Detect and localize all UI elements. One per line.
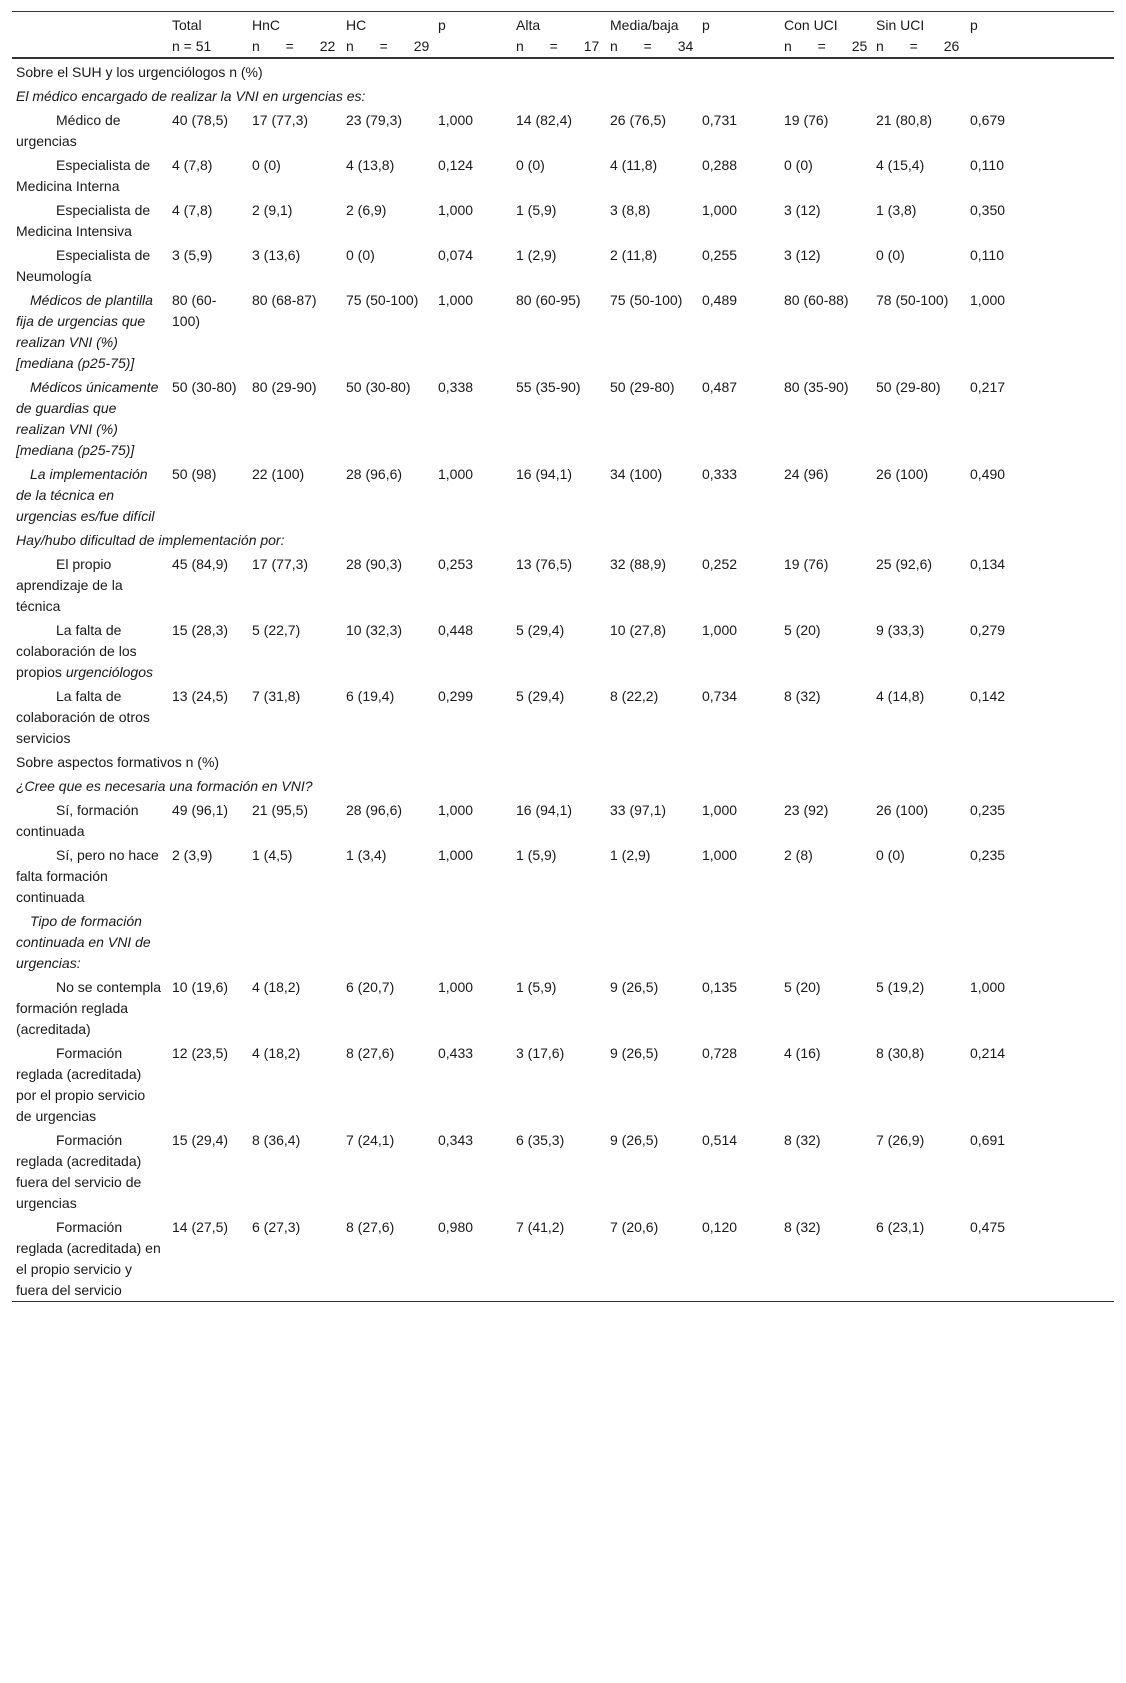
table-cell: 0,734 <box>702 688 738 704</box>
table-cell: 1,000 <box>438 202 474 218</box>
table-cell: 0,252 <box>702 556 738 572</box>
table-row <box>12 551 1114 617</box>
table-cell: 0,110 <box>970 247 1004 263</box>
table-cell: 80 (60-88) <box>784 292 849 308</box>
column-header-n: n = 51 <box>172 38 212 54</box>
table-cell: 21 (95,5) <box>252 802 309 818</box>
table-cell: 10 (19,6) <box>172 979 229 995</box>
column-header-n: n = 17 <box>516 38 600 54</box>
table-row <box>12 242 1114 287</box>
table-cell: 40 (78,5) <box>172 112 229 128</box>
table-cell: 14 (27,5) <box>172 1219 229 1235</box>
table-cell: 0,731 <box>702 112 738 128</box>
table-cell: 23 (79,3) <box>346 112 403 128</box>
row-label <box>12 683 168 749</box>
table-cell: 49 (96,1) <box>172 802 229 818</box>
column-header-n: n = 34 <box>610 38 694 54</box>
table-cell: 32 (88,9) <box>610 556 667 572</box>
table-cell: 75 (50-100) <box>346 292 419 308</box>
empty-cell <box>698 908 780 974</box>
table-cell: 13 (24,5) <box>172 688 229 704</box>
table-cell: 5 (19,2) <box>876 979 925 995</box>
table-cell: 22 (100) <box>252 466 305 482</box>
empty-cell <box>512 908 606 974</box>
table-cell: 28 (96,6) <box>346 466 403 482</box>
table-cell: 0,135 <box>702 979 738 995</box>
table-cell: 50 (29-80) <box>876 379 941 395</box>
table-cell: 1 (2,9) <box>516 247 557 263</box>
table-cell: 80 (60-95) <box>516 292 581 308</box>
table-body <box>12 58 1114 1302</box>
table-cell: 1 (5,9) <box>516 847 557 863</box>
table-cell: 80 (29-90) <box>252 379 317 395</box>
table-cell: 6 (27,3) <box>252 1219 301 1235</box>
table-cell: 0,235 <box>970 802 1006 818</box>
table-cell: 1,000 <box>438 112 474 128</box>
column-header-8 <box>780 12 872 59</box>
table-cell: 10 (27,8) <box>610 622 667 638</box>
column-header-n: n = 26 <box>876 38 960 54</box>
table-cell: 7 (26,9) <box>876 1132 925 1148</box>
column-header-1 <box>168 12 248 59</box>
table-cell: 45 (84,9) <box>172 556 229 572</box>
row-label-text: Especialista de Medicina Interna <box>16 157 151 194</box>
row-label-text: Sí, formación continuada <box>16 802 139 839</box>
column-header-n: n = 22 <box>252 38 336 54</box>
table-cell: 55 (35-90) <box>516 379 581 395</box>
table-cell: 0 (0) <box>252 157 281 173</box>
table-cell: 9 (26,5) <box>610 1045 659 1061</box>
subheader-title: El médico encargado de realizar la VNI en urgencias es: <box>16 88 366 104</box>
subheader-row <box>12 908 1114 974</box>
table-cell: 0 (0) <box>516 157 545 173</box>
table-cell: 4 (16) <box>784 1045 821 1061</box>
table-cell: 80 (68-87) <box>252 292 317 308</box>
table-cell: 50 (98) <box>172 466 217 482</box>
table-cell: 80 (60-100) <box>172 292 217 329</box>
column-header-name: p <box>702 17 710 33</box>
table-cell: 0,333 <box>702 466 738 482</box>
column-header-name: HnC <box>252 17 281 33</box>
table-cell: 24 (96) <box>784 466 829 482</box>
table-cell: 0,134 <box>970 556 1006 572</box>
column-header-6 <box>606 12 698 59</box>
table-cell: 0,728 <box>702 1045 738 1061</box>
table-row <box>12 1040 1114 1127</box>
section-title: Sobre el SUH y los urgenciólogos n (%) <box>16 64 263 80</box>
table-cell: 4 (14,8) <box>876 688 925 704</box>
table-cell: 0,490 <box>970 466 1006 482</box>
table-cell: 21 (80,8) <box>876 112 933 128</box>
table-row <box>12 461 1114 527</box>
table-cell: 3 (12) <box>784 202 821 218</box>
subheader-row <box>12 773 1114 797</box>
table-cell: 0,679 <box>970 112 1006 128</box>
table-cell: 0 (0) <box>784 157 813 173</box>
row-label <box>12 797 168 842</box>
table-cell: 5 (22,7) <box>252 622 301 638</box>
column-header-3 <box>342 12 434 59</box>
table-cell: 8 (27,6) <box>346 1219 395 1235</box>
table-cell: 1,000 <box>438 847 474 863</box>
table-header <box>12 12 1114 59</box>
table-cell: 9 (26,5) <box>610 1132 659 1148</box>
table-cell: 3 (5,9) <box>172 247 213 263</box>
table-cell: 2 (3,9) <box>172 847 213 863</box>
empty-cell <box>168 908 248 974</box>
table-cell: 0,338 <box>438 379 474 395</box>
table-cell: 0,487 <box>702 379 738 395</box>
table-cell: 26 (76,5) <box>610 112 667 128</box>
table-cell: 2 (9,1) <box>252 202 293 218</box>
table-cell: 4 (11,8) <box>610 157 658 173</box>
row-label-text: Médicos de plantilla fija de urgencias que realizan VNI (%) [mediana (p25-75)] <box>16 292 153 371</box>
table-cell: 1 (3,4) <box>346 847 387 863</box>
row-label <box>12 617 168 683</box>
table-cell: 0,299 <box>438 688 474 704</box>
table-cell: 28 (96,6) <box>346 802 403 818</box>
empty-cell <box>872 908 966 974</box>
row-label <box>12 374 168 461</box>
table-cell: 1,000 <box>438 802 474 818</box>
table-cell: 15 (28,3) <box>172 622 229 638</box>
row-label <box>12 1040 168 1127</box>
table-cell: 0,214 <box>970 1045 1006 1061</box>
table-cell: 3 (8,8) <box>610 202 651 218</box>
table-cell: 15 (29,4) <box>172 1132 229 1148</box>
empty-cell <box>342 908 434 974</box>
table-cell: 4 (18,2) <box>252 1045 301 1061</box>
table-cell: 2 (8) <box>784 847 813 863</box>
row-label <box>12 107 168 152</box>
table-cell: 34 (100) <box>610 466 663 482</box>
table-cell: 75 (50-100) <box>610 292 683 308</box>
column-header-n: n = 29 <box>346 38 430 54</box>
table-row <box>12 287 1114 374</box>
table-cell: 8 (27,6) <box>346 1045 395 1061</box>
table-cell: 0,120 <box>702 1219 738 1235</box>
table-cell: 78 (50-100) <box>876 292 949 308</box>
table-cell: 7 (41,2) <box>516 1219 565 1235</box>
table-cell: 19 (76) <box>784 112 829 128</box>
column-header-2 <box>248 12 342 59</box>
table-cell: 0,514 <box>702 1132 738 1148</box>
table-cell: 28 (90,3) <box>346 556 403 572</box>
table-cell: 8 (32) <box>784 1219 821 1235</box>
table-cell: 19 (76) <box>784 556 829 572</box>
table-cell: 7 (20,6) <box>610 1219 659 1235</box>
table-row <box>12 152 1114 197</box>
row-label <box>12 461 168 527</box>
subheader-title: Hay/hubo dificultad de implementación por: <box>16 532 285 548</box>
table-cell: 50 (30-80) <box>172 379 237 395</box>
table-cell: 3 (12) <box>784 247 821 263</box>
table-cell: 0,448 <box>438 622 474 638</box>
table-cell: 1 (5,9) <box>516 202 557 218</box>
subheader-title: ¿Cree que es necesaria una formación en VNI? <box>16 778 313 794</box>
row-label <box>12 242 168 287</box>
results-table <box>12 11 1114 1302</box>
table-row <box>12 107 1114 152</box>
column-header-name: p <box>438 17 446 33</box>
table-cell: 1 (3,8) <box>876 202 917 218</box>
table-cell: 1 (5,9) <box>516 979 557 995</box>
row-label-text: Formación reglada (acreditada) en el propio servicio y fuera del servicio <box>16 1219 161 1298</box>
row-label-text: Especialista de Neumología <box>16 247 151 284</box>
row-label-text: La falta de colaboración de otros servicios <box>16 688 150 746</box>
table-cell: 0,255 <box>702 247 738 263</box>
table-cell: 4 (15,4) <box>876 157 925 173</box>
table-cell: 80 (35-90) <box>784 379 849 395</box>
column-header-name: Total <box>172 17 202 33</box>
column-header-name: Con UCI <box>784 17 838 33</box>
table-cell: 1,000 <box>702 622 738 638</box>
table-cell: 8 (30,8) <box>876 1045 925 1061</box>
table-cell: 7 (31,8) <box>252 688 301 704</box>
table-cell: 0,074 <box>438 247 474 263</box>
table-cell: 3 (13,6) <box>252 247 301 263</box>
table-row <box>12 374 1114 461</box>
column-header-n <box>702 36 776 57</box>
subheader-title: Tipo de formación continuada en VNI de urgencias: <box>16 913 151 971</box>
table-row <box>12 974 1114 1040</box>
table-row <box>12 797 1114 842</box>
table-cell: 0,288 <box>702 157 738 173</box>
row-label <box>12 197 168 242</box>
column-header-4 <box>434 12 512 59</box>
table-cell: 12 (23,5) <box>172 1045 229 1061</box>
table-cell: 1,000 <box>702 847 738 863</box>
table-cell: 1,000 <box>970 979 1006 995</box>
table-cell: 0,980 <box>438 1219 474 1235</box>
table-cell: 14 (82,4) <box>516 112 573 128</box>
row-label <box>12 1214 168 1302</box>
table-row <box>12 617 1114 683</box>
table-row <box>12 1214 1114 1302</box>
table-cell: 50 (29-80) <box>610 379 675 395</box>
table-cell: 5 (20) <box>784 622 821 638</box>
row-label <box>12 152 168 197</box>
table-cell: 1,000 <box>702 802 738 818</box>
column-header-name: Sin UCI <box>876 17 925 33</box>
table-cell: 23 (92) <box>784 802 829 818</box>
table-cell: 2 (11,8) <box>610 247 658 263</box>
table-cell: 0,279 <box>970 622 1006 638</box>
table-row <box>12 842 1114 908</box>
table-cell: 3 (17,6) <box>516 1045 565 1061</box>
row-label <box>12 974 168 1040</box>
table-cell: 17 (77,3) <box>252 556 309 572</box>
subheader-row <box>12 83 1114 107</box>
table-cell: 0,253 <box>438 556 474 572</box>
table-cell: 1,000 <box>438 292 474 308</box>
table-cell: 1,000 <box>438 466 474 482</box>
table-cell: 16 (94,1) <box>516 466 573 482</box>
table-cell: 0,142 <box>970 688 1006 704</box>
table-cell: 6 (19,4) <box>346 688 395 704</box>
table-cell: 6 (20,7) <box>346 979 395 995</box>
table-cell: 50 (30-80) <box>346 379 411 395</box>
column-header-name: Media/baja <box>610 17 679 33</box>
table-cell: 26 (100) <box>876 466 929 482</box>
row-label-text: Médicos únicamente de guardias que realizan VNI (%) [mediana (p25-75)] <box>16 379 159 458</box>
table-cell: 1,000 <box>438 979 474 995</box>
table-cell: 8 (36,4) <box>252 1132 301 1148</box>
column-header-7 <box>698 12 780 59</box>
table-cell: 0 (0) <box>876 847 905 863</box>
table-row <box>12 1127 1114 1214</box>
row-label <box>12 842 168 908</box>
table-cell: 1 (4,5) <box>252 847 293 863</box>
table-cell: 5 (29,4) <box>516 622 565 638</box>
table-cell: 0 (0) <box>346 247 375 263</box>
table-cell: 10 (32,3) <box>346 622 403 638</box>
row-label-italic: urgenciólogos <box>65 664 153 680</box>
table-cell: 1 (2,9) <box>610 847 651 863</box>
row-label-text: La implementación de la técnica en urgencias es/fue difícil <box>16 466 155 524</box>
section-header-row <box>12 749 1114 773</box>
empty-cell <box>780 908 872 974</box>
table-cell: 13 (76,5) <box>516 556 573 572</box>
table-cell: 9 (33,3) <box>876 622 925 638</box>
table-row <box>12 197 1114 242</box>
table-cell: 0 (0) <box>876 247 905 263</box>
row-label-text: La falta de colaboración de los propios <box>16 622 137 680</box>
row-label-text: El propio aprendizaje de la técnica <box>16 556 123 614</box>
row-label-text: Formación reglada (acreditada) por el propio servicio de urgencias <box>16 1045 146 1124</box>
table-cell: 6 (35,3) <box>516 1132 565 1148</box>
table-cell: 0,691 <box>970 1132 1006 1148</box>
table-cell: 26 (100) <box>876 802 929 818</box>
table-cell: 25 (92,6) <box>876 556 933 572</box>
row-label-text: Médico de urgencias <box>16 112 121 149</box>
table-cell: 4 (13,8) <box>346 157 395 173</box>
row-label <box>12 287 168 374</box>
section-title: Sobre aspectos formativos n (%) <box>16 754 220 770</box>
table-cell: 0,235 <box>970 847 1006 863</box>
row-label <box>12 551 168 617</box>
empty-cell <box>434 908 512 974</box>
table-cell: 1,000 <box>970 292 1006 308</box>
table-cell: 33 (97,1) <box>610 802 667 818</box>
table-cell: 5 (29,4) <box>516 688 565 704</box>
row-label <box>12 1127 168 1214</box>
table-cell: 0,124 <box>438 157 474 173</box>
table-cell: 1,000 <box>702 202 738 218</box>
table-cell: 6 (23,1) <box>876 1219 925 1235</box>
table-cell: 9 (26,5) <box>610 979 659 995</box>
table-cell: 16 (94,1) <box>516 802 573 818</box>
column-header-10 <box>966 12 1114 59</box>
table-cell: 0,110 <box>970 157 1004 173</box>
column-header-9 <box>872 12 966 59</box>
table-cell: 5 (20) <box>784 979 821 995</box>
empty-cell <box>966 908 1114 974</box>
table-cell: 17 (77,3) <box>252 112 309 128</box>
row-label-text: Especialista de Medicina Intensiva <box>16 202 151 239</box>
row-label-text: No se contempla formación reglada (acreditada) <box>16 979 162 1037</box>
column-header-name: HC <box>346 17 367 33</box>
table-cell: 4 (7,8) <box>172 157 213 173</box>
column-header-5 <box>512 12 606 59</box>
column-header-n: n = 25 <box>784 38 868 54</box>
row-label-text: Formación reglada (acreditada) fuera del servicio de urgencias <box>16 1132 142 1211</box>
table-cell: 0,217 <box>970 379 1006 395</box>
table-cell: 4 (18,2) <box>252 979 301 995</box>
table-cell: 2 (6,9) <box>346 202 387 218</box>
column-header-n <box>438 36 508 57</box>
table-cell: 8 (32) <box>784 1132 821 1148</box>
header-row <box>12 12 1114 59</box>
table-cell: 0,350 <box>970 202 1006 218</box>
table-cell: 4 (7,8) <box>172 202 213 218</box>
table-cell: 0,475 <box>970 1219 1006 1235</box>
column-header-n <box>16 15 164 36</box>
section-header-row <box>12 58 1114 83</box>
column-header-name: p <box>970 17 978 33</box>
column-header-n <box>970 36 1110 57</box>
table-cell: 8 (22,2) <box>610 688 659 704</box>
table-cell: 0,433 <box>438 1045 474 1061</box>
empty-cell <box>248 908 342 974</box>
table-row <box>12 683 1114 749</box>
row-label-text: Sí, pero no hace falta formación continuada <box>16 847 159 905</box>
table-cell: 7 (24,1) <box>346 1132 395 1148</box>
table-cell: 8 (32) <box>784 688 821 704</box>
empty-cell <box>606 908 698 974</box>
table-cell: 0,489 <box>702 292 738 308</box>
column-header-name: Alta <box>516 17 541 33</box>
table-cell: 0,343 <box>438 1132 474 1148</box>
column-header-0 <box>12 12 168 59</box>
subheader-row <box>12 527 1114 551</box>
